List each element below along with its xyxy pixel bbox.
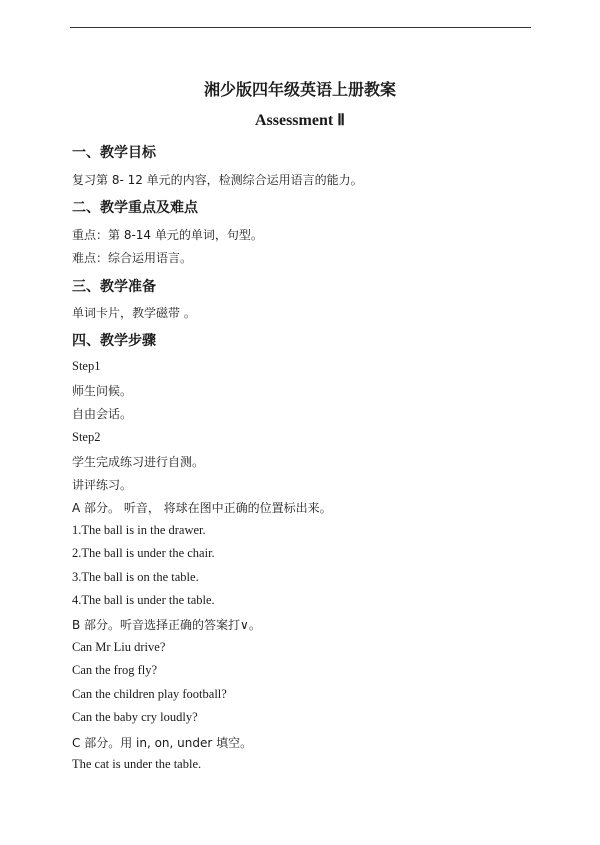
step-line: Can the children play football? [72,687,227,701]
step-line: Step2 [72,430,101,444]
step-line: 4.The ball is under the table. [72,593,215,607]
section-heading-preparation: 三、教学准备 [72,279,156,295]
section-heading-steps: 四、教学步骤 [72,333,156,349]
section-heading-key-points: 二、教学重点及难点 [72,200,198,216]
section-heading-goals: 一、教学目标 [72,145,156,161]
step-line: B 部分。听音选择正确的答案打∨。 [72,618,261,632]
document-subtitle: Assessment Ⅱ [254,112,346,129]
step-line: Can Mr Liu drive? [72,640,166,654]
preparation-text: 单词卡片，教学磁带 。 [72,306,196,320]
step-line: Can the frog fly? [72,663,158,677]
document-title: 湘少版四年级英语上册教案 [203,80,396,99]
step-line: 师生问候。 [72,384,133,398]
goals-text: 复习第 8- 12 单元的内容，检测综合运用语言的能力。 [72,173,363,187]
step-line: 1.The ball is in the drawer. [72,523,206,537]
step-line: 自由会话。 [72,407,133,421]
step-line: 学生完成练习进行自测。 [72,455,205,469]
step-line: Step1 [72,359,101,373]
step-line: 讲评练习。 [72,478,133,492]
step-line: C 部分。用 in, on, under 填空。 [72,736,253,750]
step-line: 3.The ball is on the table. [72,570,199,584]
step-line: Can the baby cry loudly? [72,710,198,724]
step-line: A 部分。 听音， 将球在图中正确的位置标出来。 [72,501,332,515]
key-point-text: 重点：第 8-14 单元的单词，句型。 [72,228,263,242]
step-line: The cat is under the table. [72,757,202,771]
header-rule [70,27,531,28]
difficulty-text: 难点：综合运用语言。 [72,251,193,265]
step-line: 2.The ball is under the chair. [72,546,215,560]
